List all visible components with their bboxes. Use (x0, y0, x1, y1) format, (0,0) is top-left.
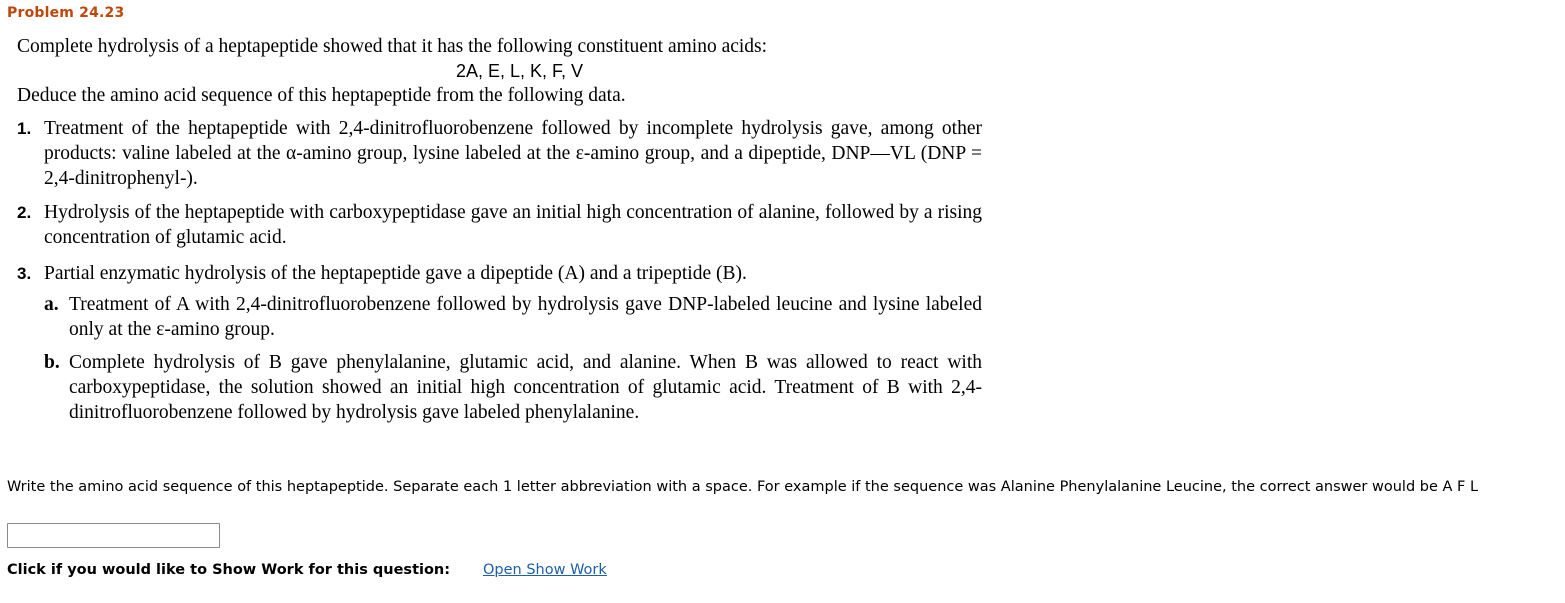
problem-deduce: Deduce the amino acid sequence of this heptapeptide from the following data. (17, 85, 626, 106)
amino-acid-list: 2A, E, L, K, F, V (455, 61, 584, 81)
answer-input[interactable] (7, 523, 220, 548)
problem-title: Problem 24.23 (7, 5, 125, 21)
problem-image (17, 34, 982, 425)
open-show-work-link[interactable]: Open Show Work (483, 562, 607, 578)
data-subitem-b (17, 350, 982, 425)
data-subitem-a (17, 292, 982, 342)
item-text: Treatment of the heptapeptide with 2,4-dinitrofluorobenzene followed by incomplete hydrolysis gave, among other products: valine labeled at the α-amino group, lysine labeled at the ε-amino group, and a dipeptide, DNP—VL (DNP = 2,4-dinitrophenyl-). (44, 118, 982, 189)
item-text: Hydrolysis of the heptapeptide with carboxypeptidase gave an initial high concentration of alanine, followed by a rising concentration of glutamic acid. (44, 202, 982, 248)
data-item-3 (17, 261, 982, 286)
data-item-1 (17, 116, 982, 191)
data-item-2 (17, 200, 982, 250)
subitem-text: Treatment of A with 2,4-dinitrofluorobenzene followed by hydrolysis gave DNP-labeled leucine and lysine labeled only at the ε-amino group. (69, 294, 982, 340)
subitem-letter: a. (44, 294, 59, 315)
problem-intro: Complete hydrolysis of a heptapeptide showed that it has the following constituent amino acids: (17, 36, 768, 57)
subitem-letter: b. (44, 352, 60, 373)
subitem-text: Complete hydrolysis of B gave phenylalanine, glutamic acid, and alanine. When B was allowed to react with carboxypeptidase, the solution showed an initial high concentration of glutamic acid. Treatment of B with 2,4-dinitrofluorobenzene followed by hydrolysis gave labeled phenylalanine. (69, 352, 982, 423)
item-number: 3. (17, 264, 32, 283)
show-work-label: Click if you would like to Show Work for this question: (7, 562, 451, 578)
item-number: 2. (17, 203, 32, 222)
item-number: 1. (17, 119, 32, 138)
answer-instruction: Write the amino acid sequence of this heptapeptide. Separate each 1 letter abbreviation with a space. For example if the sequence was Alanine Phenylalanine Leucine, the correct answer would be A F L (7, 479, 1479, 495)
item-text: Partial enzymatic hydrolysis of the heptapeptide gave a dipeptide (A) and a tripeptide (B). (44, 263, 747, 284)
